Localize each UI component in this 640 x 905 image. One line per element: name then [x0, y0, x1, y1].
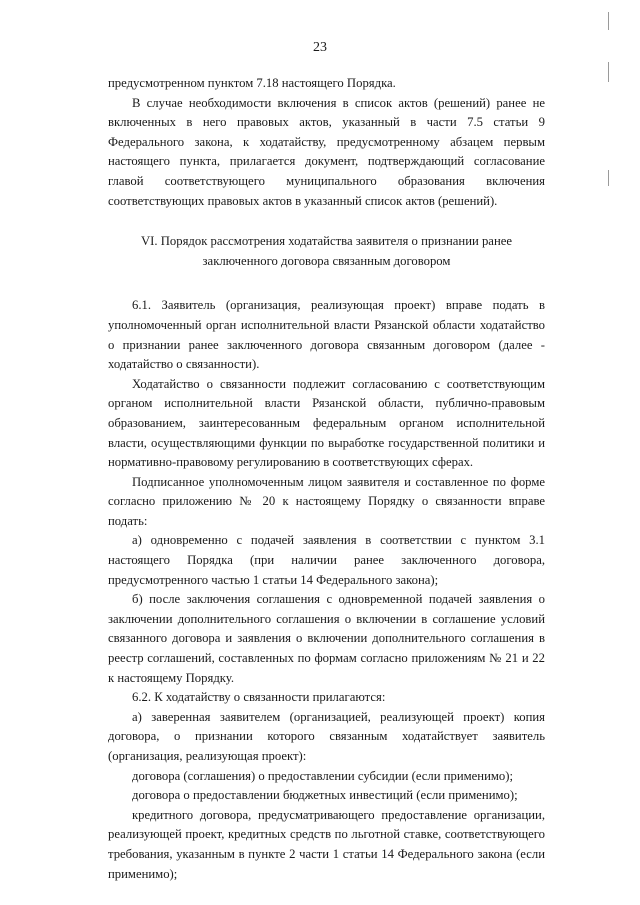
- page-number: 23: [313, 40, 327, 55]
- paragraph: 6.1. Заявитель (организация, реализующая проект) вправе подать в уполномоченный орган исполнительной власти Рязанской области ходатайство о признании ранее заключенного договора связанным договором (далее - ходатайство о связанности).: [108, 298, 545, 372]
- list-item: договора (соглашения) о предоставлении субсидии (если применимо);: [132, 768, 513, 783]
- list-item: б) после заключения соглашения с одновременной подачей заявления о заключении дополнительного соглашения о включении в соглашение условий связанного договора и заявления о включении дополнительного соглашения в реестр соглашений, составленных по формам согласно приложениям № 21 и 22 к настоящему Порядку.: [108, 592, 545, 685]
- paragraph: 6.2. К ходатайству о связанности прилагаются:: [132, 690, 386, 705]
- scan-edge-mark: [608, 62, 609, 82]
- list-item: договора о предоставлении бюджетных инвестиций (если применимо);: [132, 788, 518, 803]
- section-heading: VI. Порядок рассмотрения ходатайства заявителя о признании ранее заключенного договора связанным договором: [141, 234, 512, 268]
- list-item: а) одновременно с подачей заявления в соответствии с пунктом 3.1 настоящего Порядка (при наличии ранее заключенного договора, предусмотренного частью 1 статьи 14 Федерального закона);: [108, 533, 545, 587]
- scan-edge-mark: [608, 170, 609, 186]
- list-item: кредитного договора, предусматривающего предоставление организации, реализующей проект, кредитных средств по льготной ставке, соответствующего требования, указанным в пункте 2 части 1 статьи 14 Федерального закона (если применимо);: [108, 807, 545, 881]
- scan-edge-mark: [608, 12, 609, 30]
- paragraph: В случае необходимости включения в список актов (решений) ранее не включенных в него правовых актов, указанный в части 7.5 статьи 9 Федерального закона, к ходатайству, предусмотренному абзацем первым настоящего пункта, прилагается документ, подтверждающий согласование главой соответствующего муниципального образования включения соответствующих правовых актов в указанный список актов (решений).: [108, 95, 545, 208]
- paragraph: Подписанное уполномоченным лицом заявителя и составленное по форме согласно приложению № 20 к настоящему Порядку о связанности вправе подать:: [108, 474, 545, 528]
- paragraph: Ходатайство о связанности подлежит согласованию с соответствующим органом исполнительной власти Рязанской области, публично-правовым образованием, заинтересованным федеральным органом исполнительной власти, осуществляющими функции по выработке государственной политики и нормативно-правовому регулированию в соответствующих сферах.: [108, 376, 545, 470]
- list-item: а) заверенная заявителем (организацией, реализующей проект) копия договора, о признании которого связанным ходатайствует заявитель (организация, реализующая проект):: [108, 709, 545, 763]
- paragraph: предусмотренном пунктом 7.18 настоящего Порядка.: [108, 76, 396, 90]
- document-body: [108, 74, 545, 884]
